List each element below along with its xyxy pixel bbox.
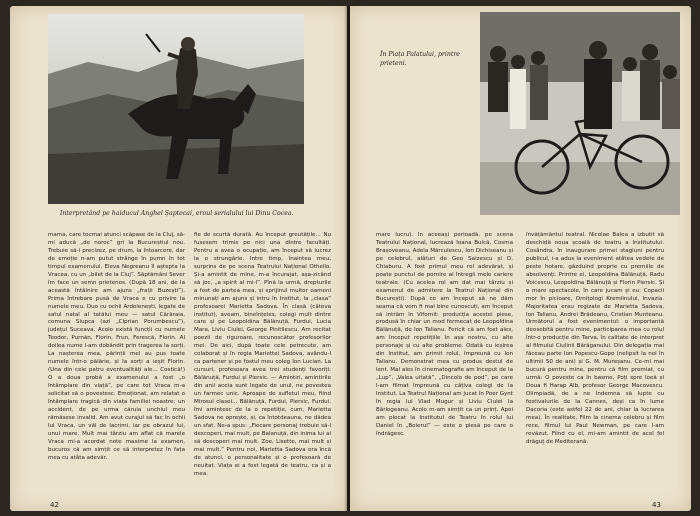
caption-line: În Piața Palatului, printre xyxy=(380,51,460,58)
page-number: 43 xyxy=(652,501,661,509)
photo-caption xyxy=(380,50,460,68)
text-column-1: mama, care tocmai atunci scăpase de la Cluj, să-mi aducă „de noroc” gri la Bucureștiul nou. Trebuie să-i precizez, pe drum, la întoarcere, dar de emoție n-am putut strânge în pumn în tot timpul examenului. Eleva Negreanu îl aștepta la Vracea, cu un „bilet de la Cluj”. Săptămâni Sever îm face un semn prietenos. (După 18 ani, de la această întâlnire am ajuns „frații Buzești”). Prima întrebare pusă de Vraca e cu privire la numele meu. Duo cu ochii Ardelenești, legate de satul natal al tatălui meu — satul Cărăraia, comuna Siupca (azi „Ciprian Porumbescu”), județul Suceava. Acolo există funcții cu numele Teodor, Purnăn, Florin, Frun, Ferescă, Florin. Al doilea nume l-am dobândit prin tragerea la sorți. La nașterea mea, părinții mei au pus toate numele într-o pălărie, și la sorți a ieșit Florin. (Una din cele patru eventualități ale... Costică!) O a doua probă a examenului a fost „o întâmplare din viață”, pe care tot Vraca m-a solicitat să o povestesc. Emoționat, am relatat o întâmplare tragică din viața familiei noastre: un accident, de pe urma căruia unchiul meu rămăsese invalid. Am avut curajul să fac în ochii lui Vraca, un văl de lacrimi, iar pe obrazul lui, unul mare. Mult mai târziu am aflat că marele Vraca mi-a acordat note maxime la examen, bucuros că am simțit ce să interpretez în fața mea cu atâta adevăr. xyxy=(48,232,185,461)
page-number: 42 xyxy=(50,501,59,509)
left-page xyxy=(10,6,347,511)
bicycle-children-photo xyxy=(480,12,680,215)
photo-caption: Interpretând pe haiducul Anghel Șaptecai, eroul serialului lui Dinu Cocea. xyxy=(60,210,294,217)
text-column-2: învățământul teatral. Nicolae Balea a izbutit să deschidă noua școală de teatru a Institutului. Cosândra, în inaugurare primei stagiuni pentru publicul, i-a adus la eveniment atâtea vedete de peste hotare, gâzduind proprie cu premiile de absolvenți. Printre ei, Leopoldina Bălănuță, Radu Voicescu, Leopoldina Bălănuță și Florin Piersic. Și o mare spectacole, în care jucam și eu: Copacii mor în picioare, Ornițologi Kremlinului, Invazia. Majoritatea erau regizate de Marietta Sadova, Ion Talianu, Andrei Brădeanu, Cristian Munteanu. Următorul a fost evenimentul: o importantă deosebită pentru mine, participarea mea cu rolul într-o producție din Tarva, în calitate de interpret al filmului Ciulinii Bărăganului. Din delegația mai făceau parte Ion Popescu-Gopo (nelipsit la noi în ultimii 50 de ani) și G. M. Mureșanu. Ce-mi mai bucură pentru mine, pentru că film premiat, cu urmă: O poveste ca în basme, Poți spre Ioeă și Doua fi Harap Alb, profesor George Macovescu. Olimpiadă, de a ne îndemna să lupte cu festivalurile de la Cannes, deși ca în lume Dacoria (este astfel 22 de ani, chiar la lucrarea mea). În realitate, Film la cinema celebru și film rece, filmul lui Paul Newman, pe care l-am revăzut. Fiind cu el, mi-am amintit de acel fel drăguț de Mediterană. xyxy=(526,232,664,445)
right-page xyxy=(350,6,691,511)
horse-rider-photo xyxy=(48,14,304,204)
text-column-2: fie de scurtă durată. Au început greutățile... Nu fusesem trimis pe nici una dintre facultăți. Pentru a avea o ocupație, am început să lucrez la o strungărie. Intre timp, înaintea meu, surprins de pe scena Teatrului Național Othello. Și-a amintit de mine, m-a încurajat, așa-zicând să joc, „a spirit al mi-l”. Pînă la urmă, drepturile a fost de partea mea, și sprijinul multor oameni minunați am ajuns și intru în Institut, la „clasa” profesoarei Marietta Sadova. În clasă (câteva institut), aveam, bineînțeles, colegi mult dintre care și pe Leopoldina Bălănuță, Furdui, Lucia Mara, Liviu Ciulei, George Pinitilescu. Am recitat poezii de riguroare, recunoscător profesorilor mei. De aici, după toate cele petrecute, am colaborat și în regia Mariettei Sadova, avându-l ca partener și pe fostul meu coleg Ion Lucian. La cursuri, profesoara avea trei studenți favoriți: Bălănuță, Furdui și Piersic. — Amintiri, amintirile din anii aceia sunt legate de unul, ne povestea un farmec unic. Aproape de sufletul meu, fiind Mirosul clasei... Bălănuță, Furdui, Piersic, Furdui, îmi amintesc de la o repetiție, cum, Marietta Sadova ne oprește, și, ca întotdeauna, ne dădea un sfat. Ne-a spus: „Fiecare personaj trebuie să-l descoperi, mai mult, pe Balanuță, din inima lui ai să descoperi mai mult. Zoe, Lisette, mai mult și mai mult.” Pentru noi, Marietta Sadova era încă de atunci, o personalitate și o profesoară de neuitat. Viața ei a fost legată de teatru, ca și a mea. xyxy=(194,232,331,477)
caption-line: prieteni. xyxy=(380,60,407,67)
text-column-1: mare lucru). În aceeași perioadă, pe scena Teatrului Național, lucrează Ioana Bulcă, Cosma Brașoveanu, Adela Mărculescu, Ion Dichiseanu și pe celebrul, alături de Geo Saizescu și D. Chiaburu. A fost primul meu rol adevărat, și poate punctul de pornire al întregii mele cariere teatrale. (Cu acelea rol am dat mai târziu și examenul de admitere la Teatrul Național din București). După ce am început să ne dăm seama că vom fi mai bine cunoscuți, am început să intrăm în Vifornit: producția acestei piese, produsă în chiar un mod fermecat de Leopoldina Bălănuță, de Ion Talianu. Fericit că am fost ales, am început repetițiile în așa nostru, cu alte personaje și cu alte probleme. Odată cu ieșirea din Institut, am primit rolul, împreună cu Ion Talianu. Demonstrat mea cu produs destul de lent. Mai ales în cinematografie am început de la „Lup”, „Valea uitată”, „Dincolo de pod”, pe care l-am filmat împreună cu câțiva colegi de la Institut. La Teatrul Național am jucat în Poer Gynt în regia lui Vlad Mugur și Liviu Ciulei la Bârlogeanu. Acolo m-am simțit ca un prinț. Apoi am plecat la Institutul de Teatru în rolul lui Daniel în „Boierul” — este o piesă pe care o îndrăgesc. xyxy=(376,232,513,437)
